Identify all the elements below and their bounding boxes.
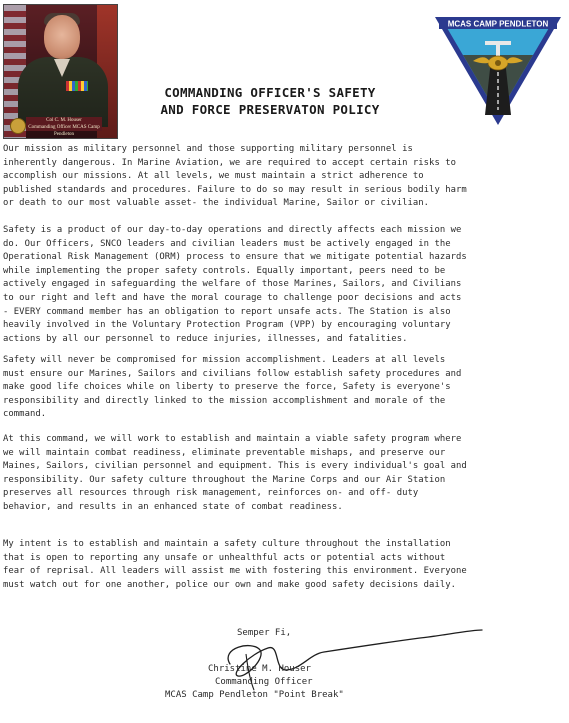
paragraph-mission: Our mission as military personnel and those supporting military personnel is inherently dangerous. In Marine Aviation, we are required to accept certain risks to accomplish our missions. At all levels, we must maintain a strict adherence to published standards and procedures. Failure to do so may result in serious bodily harm or death to our most valuable asset- the individual Marine, Sailor or civilian. — [3, 144, 467, 209]
closing-salutation: Semper Fi, — [237, 628, 292, 638]
paragraph-safety-operations: Safety is a product of our day-to-day operations and directly affects each mission we do. Our Officers, SNCO leaders and civilian leaders must be actively engaged in the Operational Risk Management (ORM) process to ensure that we mitigate potential hazards while implementing the proper safety controls. Equally important, peers need to be actively engaged in safeguarding the welfare of those Marines, Sailors, and Civilians to our right and left and have the moral courage to challenge poor decisions and acts - EVERY command member has an obligation to report unsafe acts. The Station is also heavily involved in the Voluntary Protection Program (VPP) by encouraging voluntary actions by all our personnel to reduce injuries, illnesses, and fatalities. — [3, 225, 467, 344]
portrait-caption: Col C. M. Houser — [46, 118, 82, 123]
signer-organization: MCAS Camp Pendleton "Point Break" — [165, 690, 344, 700]
logo-triangle-icon — [433, 15, 563, 127]
portrait-subcaption: Commanding Officer MCAS Camp Pendleton — [28, 125, 100, 137]
marine-emblem-icon — [10, 118, 26, 134]
title-line-2: AND FORCE PRESERVATON POLICY — [160, 102, 380, 117]
paragraph-command-program: At this command, we will work to establish and maintain a viable safety program where we will maintain combat readiness, eliminate preventable mishaps, and preserve our Maines, Sailors, civilian personnel and equipment. This is every individual's goal and responsibility. Our safety culture throughout the Marine Corps and our Air Station preserves all resources through risk management, reinforces on- and off- duty behavior, and results in an enhanced state of combat readiness. — [3, 434, 467, 512]
signer-title: Commanding Officer — [215, 677, 313, 687]
paragraph-safety-priority: Safety will never be compromised for mission accomplishment. Leaders at all levels must ensure our Marines, Sailors and civilians follow establish safety procedures and make good life choices while on liberty to preserve the force, Safety is everyone's responsibility and directly linked to the mission accomplishment and morale of the command. — [3, 355, 462, 420]
paragraph-intent: My intent is to establish and maintain a safety culture throughout the installation that is open to reporting any unsafe or unhealthful acts or potential acts without fear of reprisal. All leaders will assist me with fostering this environment. Everyone must watch out for one another, police our own and make good safety decisions daily. — [3, 539, 467, 590]
ribbon-rack — [66, 81, 88, 91]
portrait-nameplate — [26, 117, 102, 137]
logo-banner: MCAS CAMP PENDLETON — [447, 19, 549, 29]
face — [44, 15, 80, 59]
policy-title — [120, 84, 420, 118]
commander-portrait — [3, 4, 118, 139]
title-line-1: COMMANDING OFFICER'S SAFETY — [164, 85, 376, 100]
mcas-camp-pendleton-logo — [433, 15, 563, 127]
signer-name: Christine M. Houser — [208, 664, 311, 674]
